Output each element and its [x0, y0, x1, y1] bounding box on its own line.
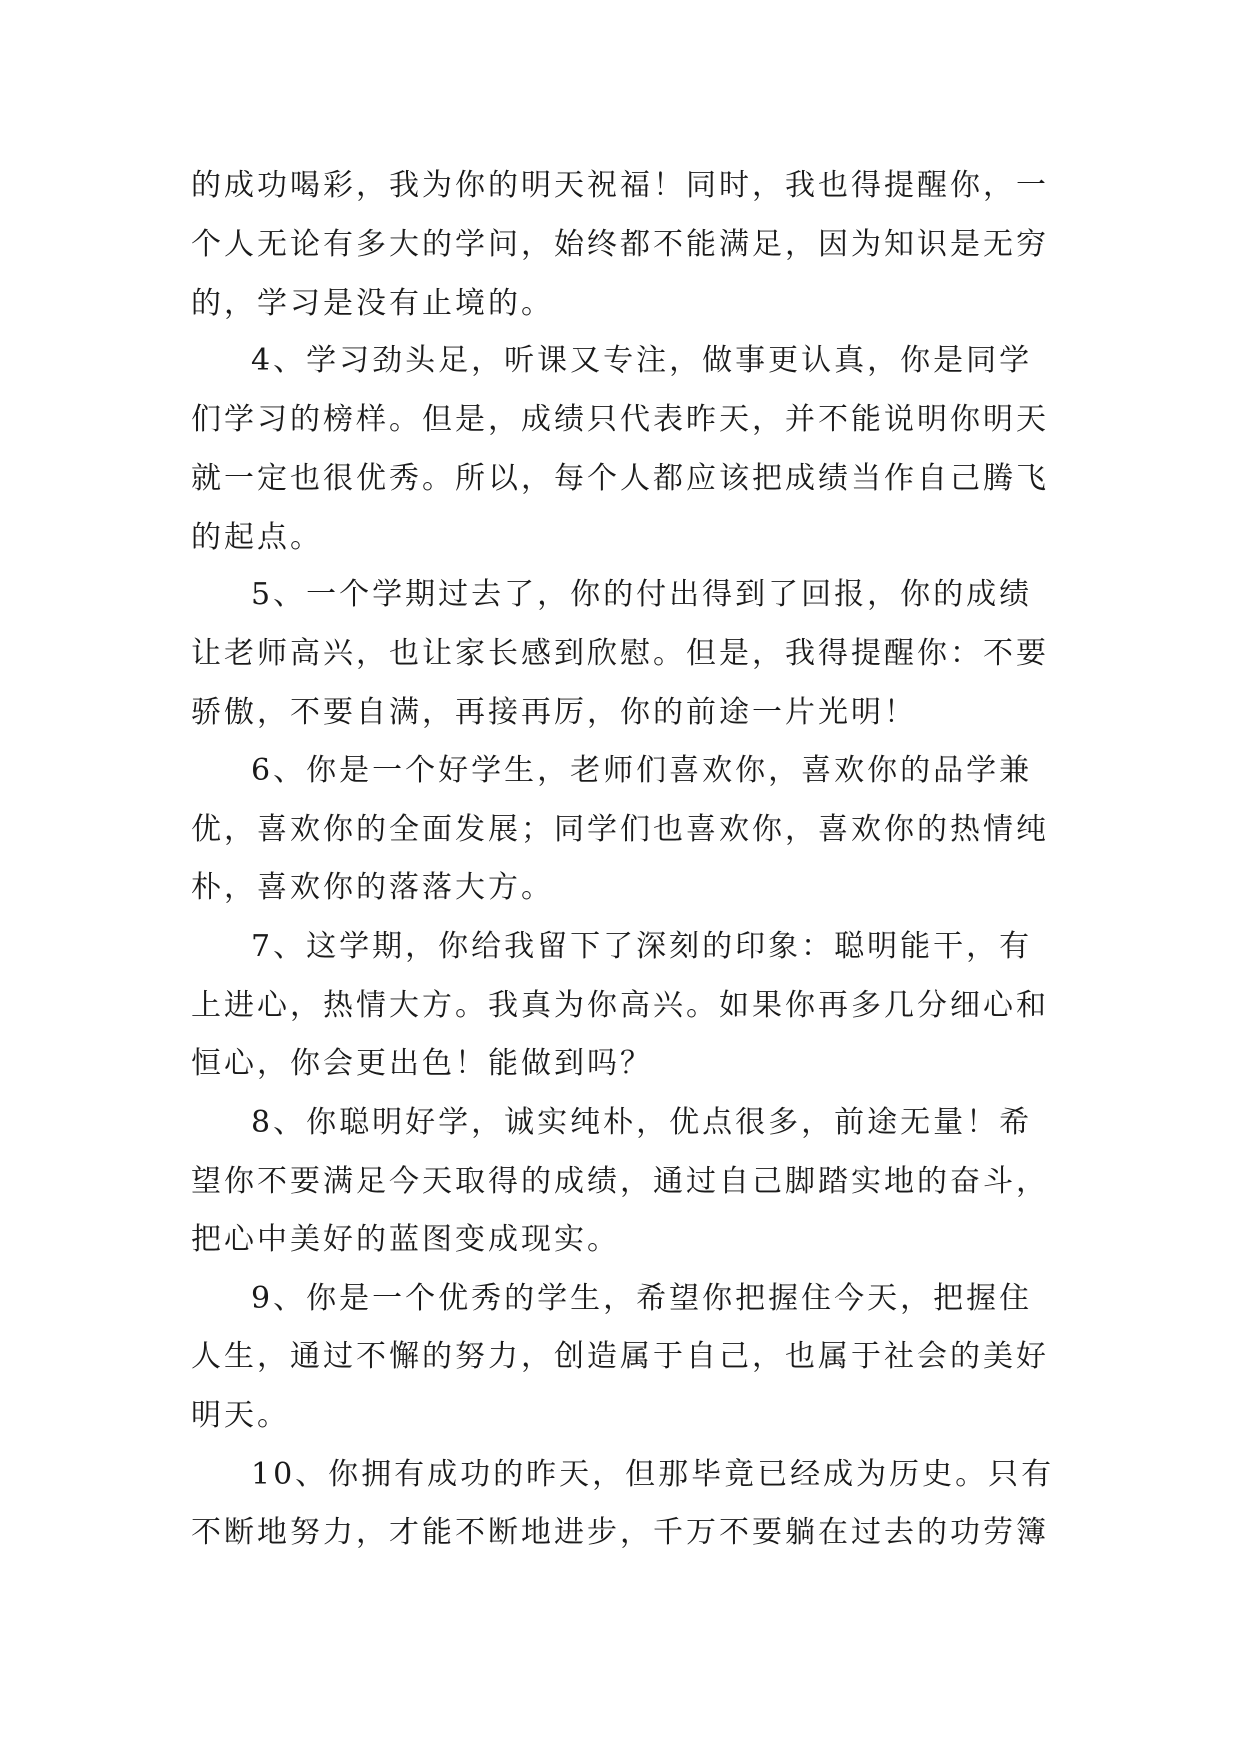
text-line: 朴，喜欢你的落落大方。 — [191, 870, 554, 905]
text-line: 的起点。 — [191, 520, 323, 555]
paragraph-start-6: 6、你是一个好学生，老师们喜欢你，喜欢你的品学兼 — [251, 753, 1033, 788]
paragraph-start-9: 9、你是一个优秀的学生，希望你把握住今天，把握住 — [251, 1281, 1033, 1316]
text-line: 不断地努力，才能不断地进步，千万不要躺在过去的功劳簿 — [191, 1515, 1049, 1550]
paragraph-start-8: 8、你聪明好学，诚实纯朴，优点很多，前途无量！希 — [251, 1105, 1033, 1140]
paragraph-start-7: 7、这学期，你给我留下了深刻的印象：聪明能干，有 — [251, 929, 1033, 964]
text-line: 让老师高兴，也让家长感到欣慰。但是，我得提醒你：不要 — [191, 636, 1049, 671]
text-line: 的成功喝彩，我为你的明天祝福！同时，我也得提醒你，一 — [191, 168, 1049, 203]
text-line: 就一定也很优秀。所以，每个人都应该把成绩当作自己腾飞 — [191, 461, 1049, 496]
text-line: 人生，通过不懈的努力，创造属于自己，也属于社会的美好 — [191, 1339, 1049, 1374]
paragraph-start-4: 4、学习劲头足，听课又专注，做事更认真，你是同学 — [251, 343, 1033, 378]
text-line: 们学习的榜样。但是，成绩只代表昨天，并不能说明你明天 — [191, 402, 1049, 437]
text-line: 骄傲，不要自满，再接再厉，你的前途一片光明！ — [191, 695, 917, 730]
text-line: 的，学习是没有止境的。 — [191, 286, 554, 321]
text-line: 个人无论有多大的学问，始终都不能满足，因为知识是无穷 — [191, 227, 1049, 262]
text-line: 优，喜欢你的全面发展；同学们也喜欢你，喜欢你的热情纯 — [191, 812, 1049, 847]
text-line: 上进心，热情大方。我真为你高兴。如果你再多几分细心和 — [191, 988, 1049, 1023]
text-line: 恒心，你会更出色！能做到吗？ — [191, 1046, 653, 1081]
paragraph-start-10: 10、你拥有成功的昨天，但那毕竟已经成为历史。只有 — [251, 1457, 1055, 1492]
paragraph-start-5: 5、一个学期过去了，你的付出得到了回报，你的成绩 — [251, 577, 1033, 612]
text-line: 明天。 — [191, 1398, 290, 1433]
text-line: 望你不要满足今天取得的成绩，通过自己脚踏实地的奋斗， — [191, 1164, 1049, 1199]
text-line: 把心中美好的蓝图变成现实。 — [191, 1222, 620, 1257]
